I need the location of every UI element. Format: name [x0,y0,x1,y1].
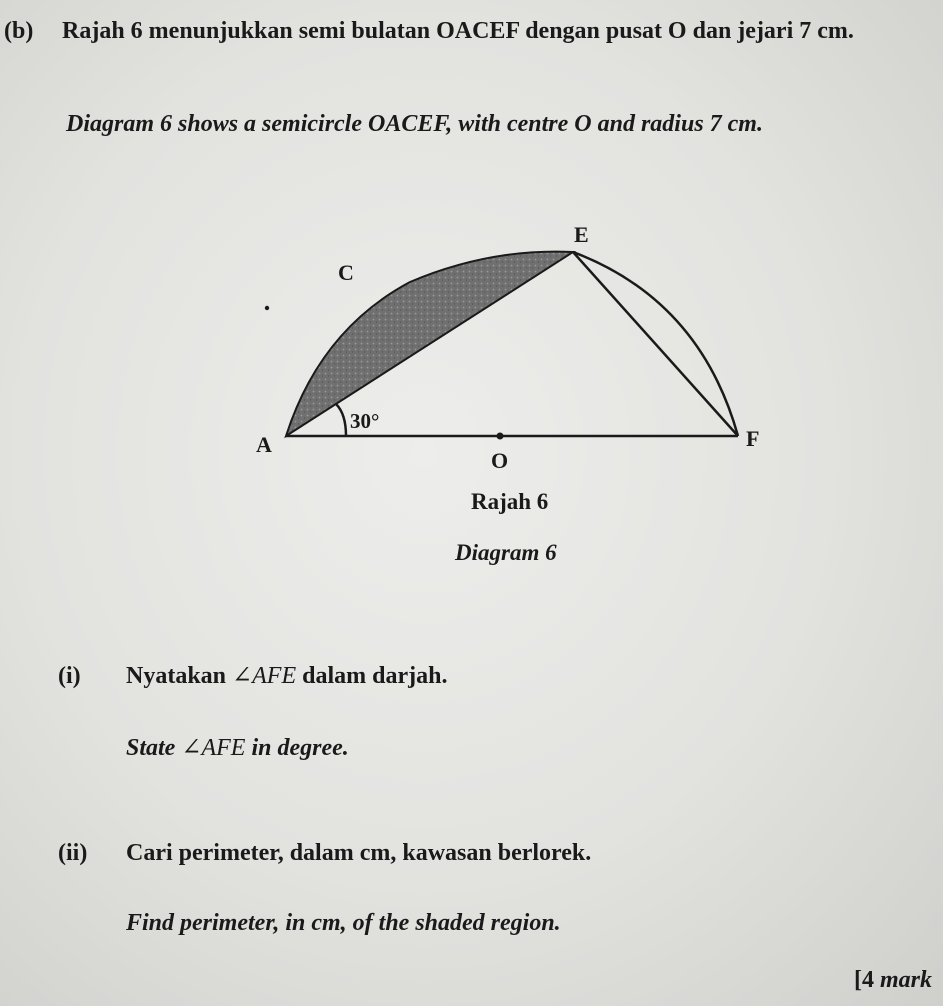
question-i-english-suffix: in degree. [251,735,349,761]
label-c: C [338,260,354,285]
caption-english: Diagram 6 [455,540,557,565]
question-i-english-line [126,736,349,760]
label-angle-30: 30° [350,409,380,433]
centre-point-o [497,433,504,440]
question-ii-english-line: Find perimeter, in cm, of the shaded region. [126,910,561,936]
question-i-malay-suffix: dalam darjah. [302,663,448,689]
stray-dot [265,306,269,310]
marks-label [854,968,932,992]
angle-symbol: ∠ [232,663,253,689]
question-ii-marker: (ii) [58,840,88,866]
question-ii-malay-text: Cari perimeter, dalam cm, kawasan berlorek. [126,840,592,866]
shaded-region [286,252,573,436]
question-i-english-prefix: State [126,735,176,761]
angle-arc-a [336,404,346,436]
label-a: A [256,432,272,457]
part-b-english-line: Diagram 6 shows a semicircle OACEF, with centre O and radius 7 cm. [66,111,763,137]
question-i-malay-prefix: Nyatakan [126,663,227,689]
part-b-malay-text: Rajah 6 menunjukkan semi bulatan OACEF dengan pusat O dan jejari 7 cm. [62,18,854,44]
angle-symbol-english: ∠ [181,735,202,761]
label-o: O [491,448,509,473]
marks-text: [4 mark [854,967,933,993]
question-ii-malay-line [58,841,591,865]
chord-ef [573,252,738,436]
angle-name-english: AFE [201,735,246,761]
caption-malay: Rajah 6 [471,489,549,514]
part-b-marker: (b) [4,18,34,44]
question-i-marker: (i) [58,663,81,689]
angle-name: AFE [252,663,297,689]
label-e: E [574,222,589,247]
question-i-malay-line [58,664,447,688]
label-f: F [746,426,760,451]
